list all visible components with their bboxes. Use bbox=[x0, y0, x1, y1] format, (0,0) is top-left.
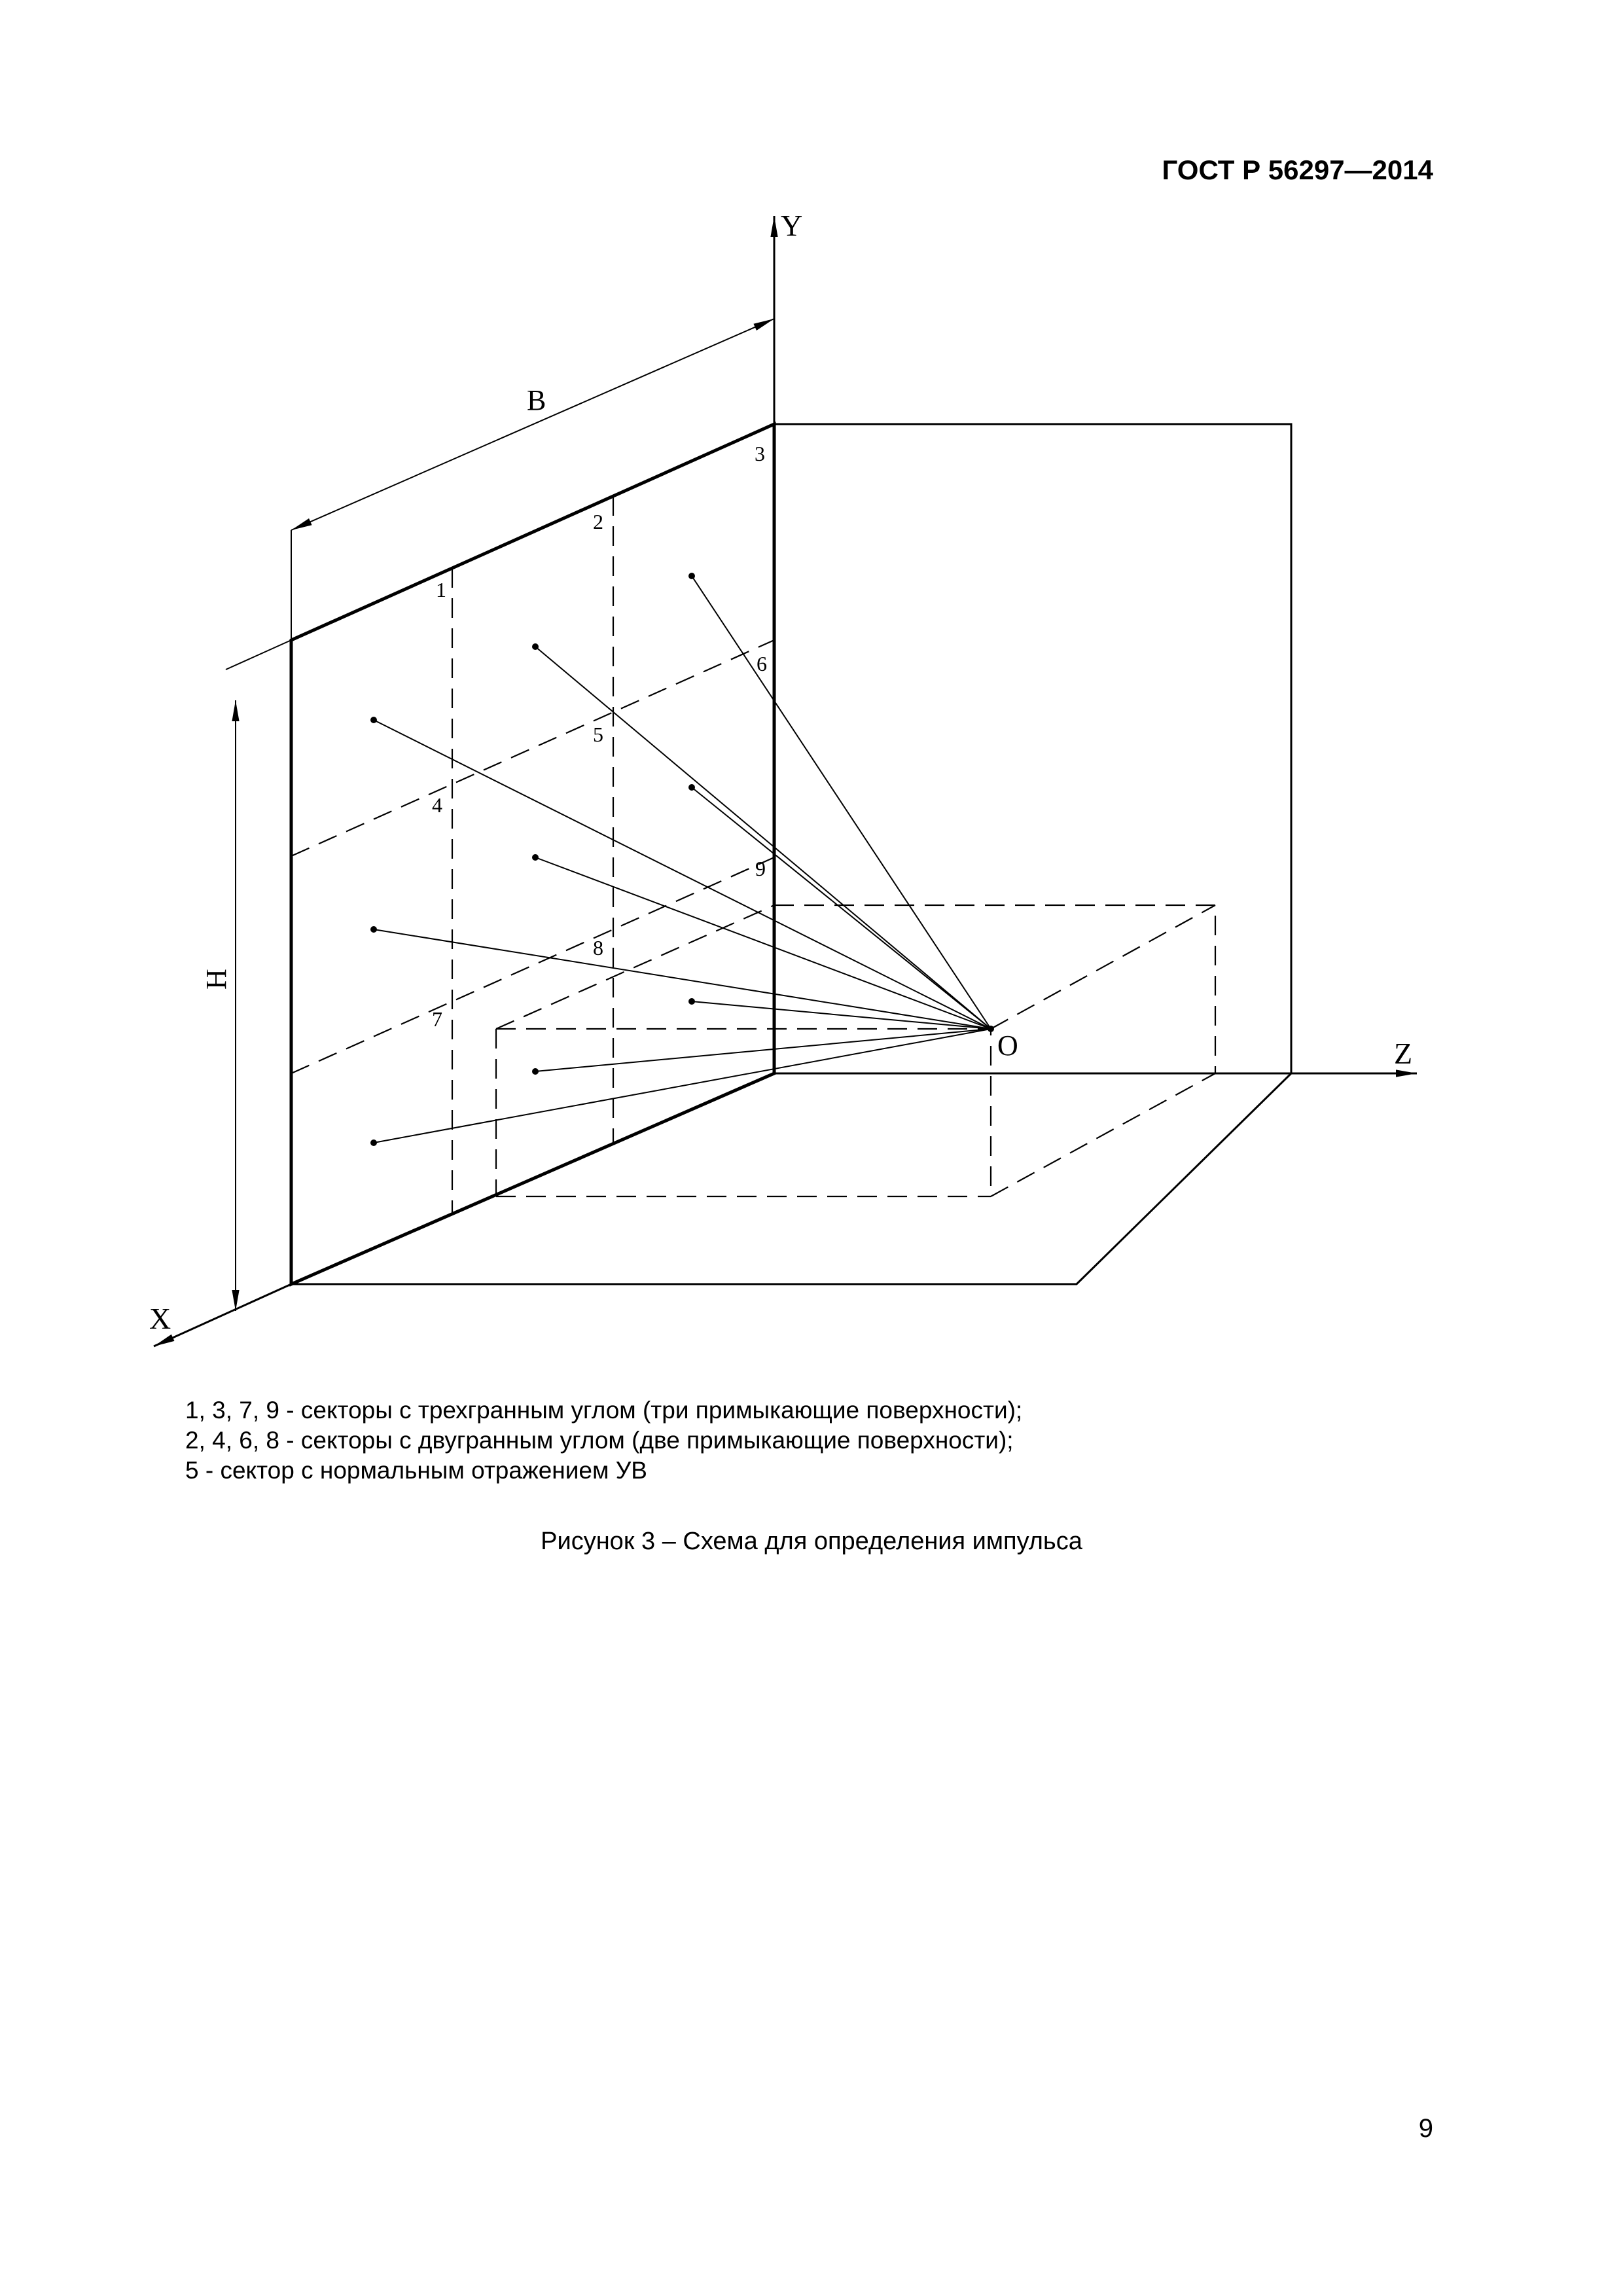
figure-legend bbox=[185, 1395, 1022, 1486]
x-axis bbox=[154, 1284, 291, 1346]
sector-label-8: 8 bbox=[593, 936, 603, 960]
reference-box bbox=[496, 905, 1215, 1196]
impulse-rays bbox=[374, 576, 991, 1143]
floor-plane bbox=[291, 1073, 1291, 1284]
legend-line: 1, 3, 7, 9 - секторы с трехгранным углом (три примыкающие поверхности); bbox=[185, 1397, 1023, 1424]
y-axis-label: Y bbox=[781, 209, 803, 242]
figure-caption: Рисунок 3 – Схема для определения импульса bbox=[541, 1528, 1082, 1555]
sector-label-7: 7 bbox=[432, 1007, 442, 1031]
sector-label-4: 4 bbox=[432, 793, 442, 817]
planes bbox=[291, 424, 1291, 1284]
sector-label-6: 6 bbox=[757, 652, 767, 675]
dimension-h bbox=[226, 640, 291, 1311]
sector-label-1: 1 bbox=[436, 578, 446, 601]
legend-line: 5 - сектор с нормальным отражением УВ bbox=[185, 1457, 647, 1484]
coordinate-axes bbox=[154, 216, 1417, 1346]
sector-label-9: 9 bbox=[755, 857, 766, 880]
sector-label-5: 5 bbox=[593, 723, 603, 746]
x-axis-label: X bbox=[149, 1302, 171, 1335]
sector-label-3: 3 bbox=[755, 442, 765, 465]
z-axis-label: Z bbox=[1394, 1037, 1413, 1070]
dimension-b-label: B bbox=[527, 384, 546, 416]
origin-label: O bbox=[997, 1030, 1018, 1062]
sector-points bbox=[370, 573, 994, 1146]
page-number: 9 bbox=[1418, 2114, 1433, 2143]
dimension-h-label: H bbox=[200, 969, 232, 990]
document-standard-code: ГОСТ Р 56297—2014 bbox=[1162, 154, 1433, 185]
legend-line: 2, 4, 6, 8 - секторы с двугранным углом (две примыкающие поверхности); bbox=[185, 1427, 1014, 1454]
sector-label-2: 2 bbox=[593, 510, 603, 533]
front-wall-plane bbox=[291, 424, 774, 1284]
